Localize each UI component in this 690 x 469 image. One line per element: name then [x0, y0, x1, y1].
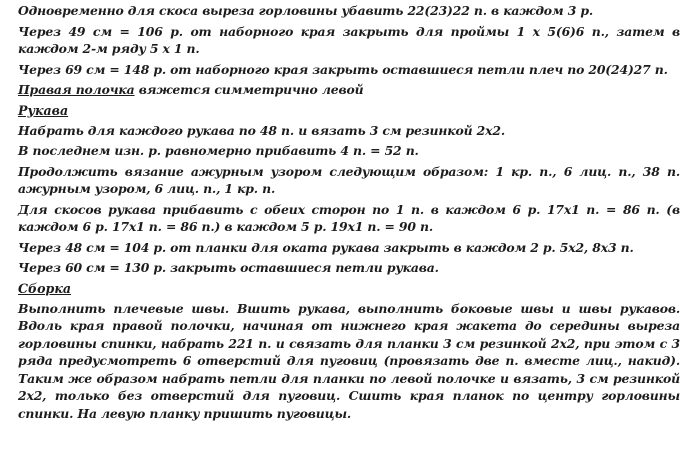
right-front-text: вяжется симметрично левой [134, 82, 364, 97]
section-heading-sleeves: Рукава [18, 102, 69, 118]
paragraph-lace-pattern: Продолжить вязание ажурным узором следующим образом: 1 кр. п., 6 лиц. п., 38 п. ажурным узором, 6 лиц. п., 1 кр. п. [18, 163, 680, 196]
paragraph-sleeve-shaping: Для скосов рукава прибавить с обеих сторон по 1 п. в каждом 6 р. 17х1 п. = 86 п. (в каждом 6 р. 17х1 п. = 86 п.) в каждом 5 р. 19х1 п. = 90 п. [18, 201, 680, 234]
paragraph-sleeve-increase: В последнем изн. р. равномерно прибавить 4 п. = 52 п. [18, 143, 419, 158]
paragraph-armhole: Через 49 см = 106 р. от наборного края закрыть для проймы 1 х 5(6)6 п., затем в каждом 2-м ряду 5 х 1 п. [18, 23, 680, 56]
section-heading-assembly: Сборка [18, 280, 72, 296]
paragraph-sleeve-cast-on: Набрать для каждого рукава по 48 п. и вязать 3 см резинкой 2х2. [18, 122, 505, 138]
paragraph-right-front [18, 81, 680, 99]
paragraph-neckline: Одновременно для скоса выреза горловины убавить 22(23)22 п. в каждом 3 р. [18, 3, 594, 18]
right-front-heading: Правая полочка [18, 82, 135, 97]
paragraph-sleeve-cap: Через 48 см = 104 р. от планки для оката рукава закрыть в каждом 2 р. 5х2, 8х3 п. [18, 239, 634, 255]
paragraph-assembly: Выполнить плечевые швы. Вшить рукава, выполнить боковые швы и швы рукавов. Вдоль края правой полочки, начиная от нижнего края жакета до середины выреза горловины спинки, набрать 221 п. и связать для планки 3 см резинкой 2х2, при этом с 3 ряда предусмотреть 6 отверстий для пуговиц (провязать две п. вместе лиц., накид). Таким же образом набрать петли для планки по левой полочке и вязать, 3 см резинкой 2х2, только без отверстий для пуговиц. Сшить края планок по центру горловины спинки. На левую планку пришить пуговицы. [18, 300, 680, 421]
paragraph-shoulders: Через 69 см = 148 р. от наборного края закрыть оставшиеся петли плеч по 20(24)27 п. [18, 61, 668, 77]
paragraph-sleeve-bind-off: Через 60 см = 130 р. закрыть оставшиеся петли рукава. [18, 260, 439, 275]
